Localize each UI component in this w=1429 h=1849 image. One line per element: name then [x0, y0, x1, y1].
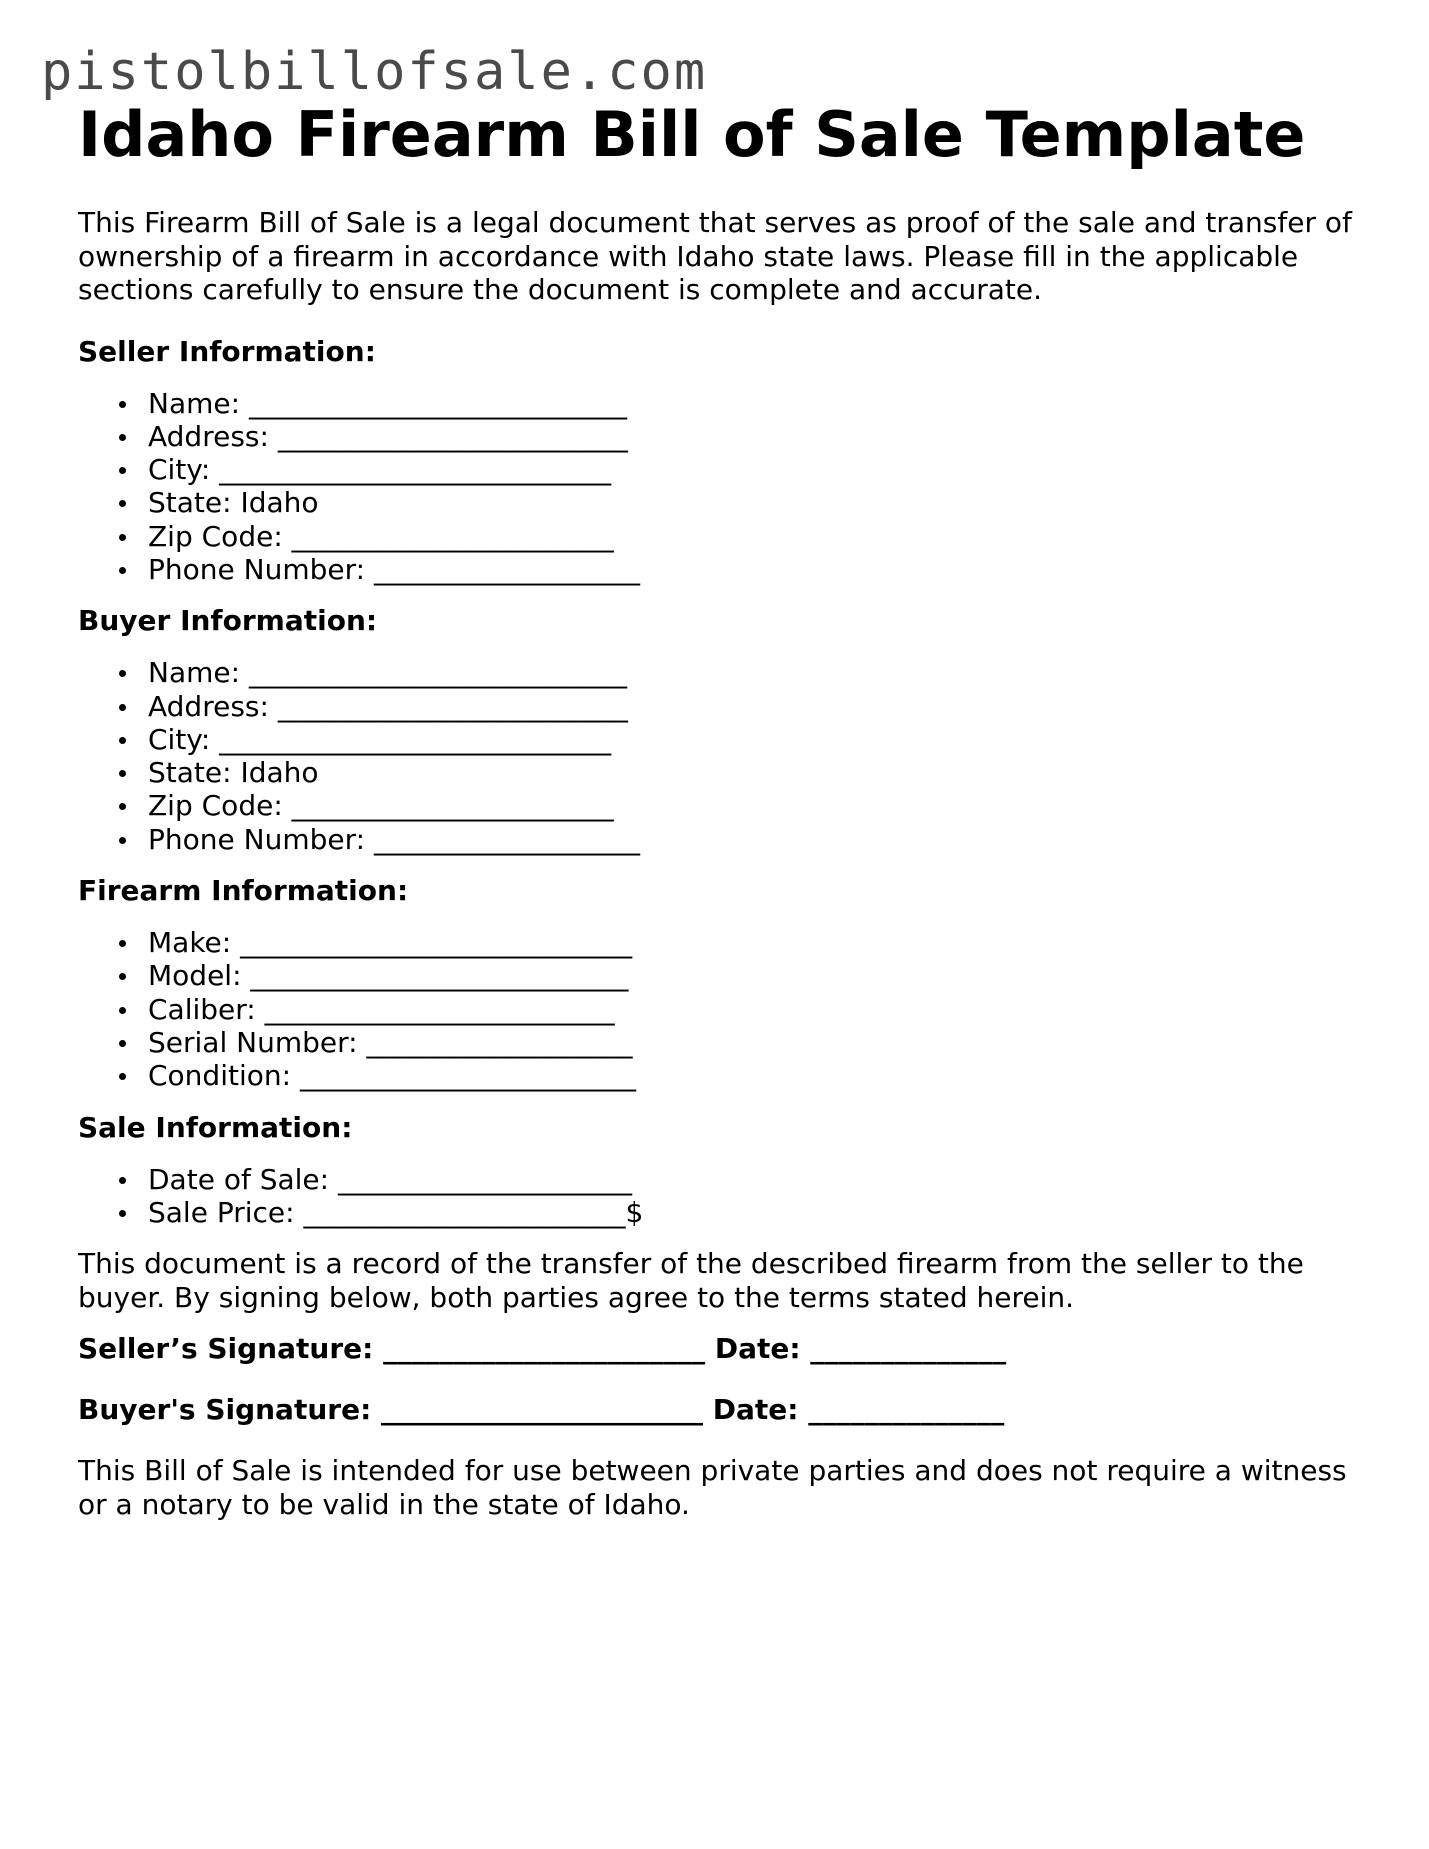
watermark-text: pistolbillofsale.com: [41, 42, 708, 102]
firearm-fields: [78, 926, 1378, 1092]
seller-phone-field: Phone Number: ___________________: [148, 553, 1378, 586]
seller-zip-field: Zip Code: _______________________: [148, 520, 1378, 553]
seller-address-field: Address: _________________________: [148, 420, 1378, 453]
sale-price-field: Sale Price: _______________________$: [148, 1196, 1378, 1229]
firearm-condition-field: Condition: ________________________: [148, 1059, 1378, 1092]
intro-paragraph: This Firearm Bill of Sale is a legal document that serves as proof of the sale and transfer of ownership of a firearm in accordance with Idaho state laws. Please fill in the applicable sections carefully to ensure the document is complete and accurate.: [78, 206, 1352, 306]
sale-fields: [78, 1163, 1378, 1230]
seller-fields: [78, 387, 1378, 587]
buyer-state-field: State: Idaho: [148, 756, 1378, 789]
seller-city-field: City: ____________________________: [148, 453, 1378, 486]
buyer-city-field: City: ____________________________: [148, 723, 1378, 756]
buyer-address-field: Address: _________________________: [148, 690, 1378, 723]
closing-paragraph: This Bill of Sale is intended for use between private parties and does not require a witness or a notary to be valid in the state of Idaho.: [78, 1454, 1347, 1521]
seller-state-field: State: Idaho: [148, 486, 1378, 519]
document-page: [78, 98, 1378, 1521]
sale-date-field: Date of Sale: _____________________: [148, 1163, 1378, 1196]
buyer-zip-field: Zip Code: _______________________: [148, 789, 1378, 822]
document-title: Idaho Firearm Bill of Sale Template: [78, 98, 1306, 171]
firearm-model-field: Model: ___________________________: [148, 959, 1378, 992]
seller-signature-line: Seller’s Signature: _______________________ Date: ______________: [78, 1332, 1007, 1366]
record-statement: This document is a record of the transfer of the described firearm from the seller to the buyer. By signing below, both parties agree to the terms stated herein.: [78, 1247, 1304, 1314]
buyer-heading: Buyer Information:: [78, 604, 378, 638]
buyer-phone-field: Phone Number: ___________________: [148, 823, 1378, 856]
seller-name-field: Name: ___________________________: [148, 387, 1378, 420]
buyer-fields: [78, 656, 1378, 856]
firearm-caliber-field: Caliber: _________________________: [148, 993, 1378, 1026]
firearm-make-field: Make: ____________________________: [148, 926, 1378, 959]
seller-heading: Seller Information:: [78, 334, 376, 368]
buyer-signature-line: Buyer's Signature: _______________________ Date: ______________: [78, 1393, 1005, 1427]
buyer-name-field: Name: ___________________________: [148, 656, 1378, 689]
sale-heading: Sale Information:: [78, 1110, 353, 1144]
firearm-serial-field: Serial Number: ___________________: [148, 1026, 1378, 1059]
firearm-heading: Firearm Information:: [78, 874, 409, 908]
